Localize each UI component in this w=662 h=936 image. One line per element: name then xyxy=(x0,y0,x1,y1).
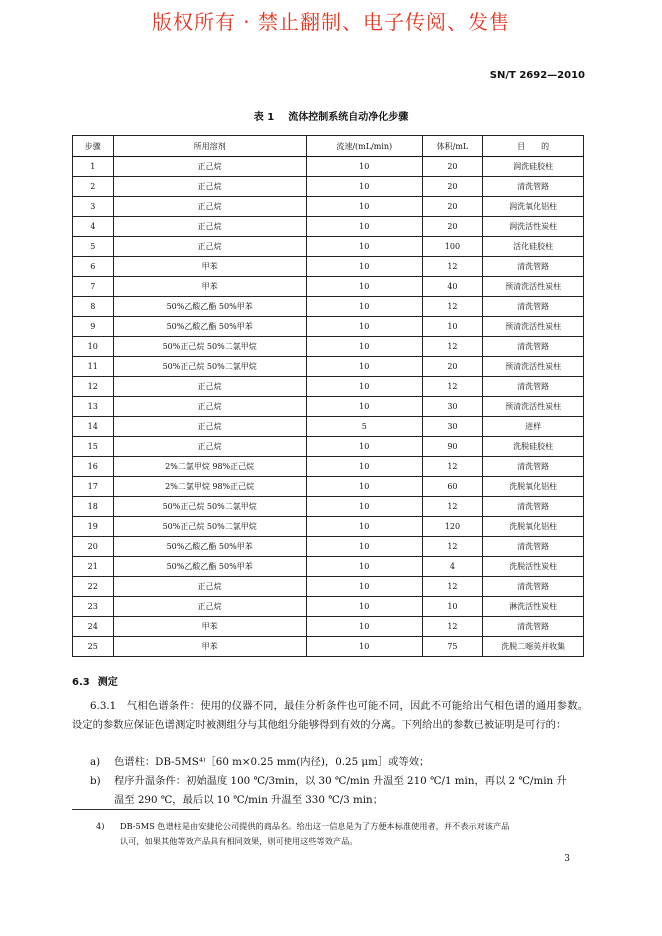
cell-step: 19 xyxy=(73,517,114,537)
cell-solvent: 50%正己烷 50%二氯甲烷 xyxy=(113,517,306,537)
item-a-label: a) xyxy=(90,756,101,768)
table-row xyxy=(73,217,584,237)
cell-flow: 10 xyxy=(306,497,422,517)
table-row xyxy=(73,157,584,177)
cell-step: 9 xyxy=(73,317,114,337)
cell-purpose: 清洗管路 xyxy=(483,457,584,477)
cell-step: 15 xyxy=(73,437,114,457)
cell-purpose: 淋洗活性炭柱 xyxy=(483,597,584,617)
cell-solvent: 正己烷 xyxy=(113,397,306,417)
item-b-label: b) xyxy=(90,775,101,787)
cell-flow: 10 xyxy=(306,157,422,177)
cell-step: 4 xyxy=(73,217,114,237)
cell-solvent: 甲苯 xyxy=(113,617,306,637)
cell-solvent: 甲苯 xyxy=(113,637,306,657)
header-volume: 体积/mL xyxy=(422,136,482,157)
cell-purpose: 清洗管路 xyxy=(483,177,584,197)
table-row xyxy=(73,337,584,357)
cell-volume: 12 xyxy=(422,257,482,277)
cell-step: 5 xyxy=(73,237,114,257)
table-row xyxy=(73,237,584,257)
cell-solvent: 50%乙酸乙酯 50%甲苯 xyxy=(113,297,306,317)
cell-step: 24 xyxy=(73,617,114,637)
cell-purpose: 洗脱二噁英并收集 xyxy=(483,637,584,657)
cell-solvent: 50%正己烷 50%二氯甲烷 xyxy=(113,497,306,517)
cell-purpose: 清洗管路 xyxy=(483,497,584,517)
table-row xyxy=(73,357,584,377)
cell-flow: 10 xyxy=(306,297,422,317)
cell-volume: 12 xyxy=(422,617,482,637)
cell-step: 14 xyxy=(73,417,114,437)
cell-solvent: 正己烷 xyxy=(113,417,306,437)
cell-purpose: 润洗硅胶柱 xyxy=(483,157,584,177)
cell-volume: 20 xyxy=(422,177,482,197)
cell-volume: 12 xyxy=(422,537,482,557)
cell-solvent: 50%乙酸乙酯 50%甲苯 xyxy=(113,317,306,337)
table-row xyxy=(73,537,584,557)
table-row xyxy=(73,257,584,277)
cell-volume: 30 xyxy=(422,417,482,437)
cell-purpose: 润洗氧化铝柱 xyxy=(483,197,584,217)
cell-volume: 120 xyxy=(422,517,482,537)
header-step: 步骤 xyxy=(73,136,114,157)
paragraph-6-3-1: 6.3.1 气相色谱条件：使用的仪器不同，最佳分析条件也可能不同，因此不可能给出气相色谱的通用参数。设定的参数应保证色谱测定时被测组分与其他组分能够得到有效的分离。下列给出的参数已被证明是可行的： xyxy=(72,700,588,731)
header-purpose: 目 的 xyxy=(483,136,584,157)
table-row xyxy=(73,377,584,397)
cell-step: 13 xyxy=(73,397,114,417)
cell-flow: 5 xyxy=(306,417,422,437)
cell-volume: 12 xyxy=(422,337,482,357)
cell-step: 20 xyxy=(73,537,114,557)
cell-purpose: 进样 xyxy=(483,417,584,437)
cell-purpose: 清洗管路 xyxy=(483,537,584,557)
cell-flow: 10 xyxy=(306,257,422,277)
cell-purpose: 清洗管路 xyxy=(483,377,584,397)
cell-volume: 4 xyxy=(422,557,482,577)
cell-solvent: 正己烷 xyxy=(113,437,306,457)
section-number: 6.3 xyxy=(72,677,90,688)
cell-flow: 10 xyxy=(306,197,422,217)
cell-volume: 60 xyxy=(422,477,482,497)
cell-purpose: 清洗管路 xyxy=(483,257,584,277)
cell-flow: 10 xyxy=(306,557,422,577)
cell-purpose: 预清洗活性炭柱 xyxy=(483,277,584,297)
table-title-text: 流体控制系统自动净化步骤 xyxy=(288,112,409,123)
cell-volume: 75 xyxy=(422,637,482,657)
cell-flow: 10 xyxy=(306,637,422,657)
cell-flow: 10 xyxy=(306,377,422,397)
cell-purpose: 预清洗活性炭柱 xyxy=(483,357,584,377)
cell-volume: 20 xyxy=(422,197,482,217)
cell-solvent: 甲苯 xyxy=(113,277,306,297)
cell-step: 18 xyxy=(73,497,114,517)
table-row xyxy=(73,457,584,477)
cell-solvent: 正己烷 xyxy=(113,177,306,197)
cell-flow: 10 xyxy=(306,477,422,497)
cell-flow: 10 xyxy=(306,437,422,457)
cell-solvent: 正己烷 xyxy=(113,237,306,257)
cell-flow: 10 xyxy=(306,317,422,337)
cell-step: 1 xyxy=(73,157,114,177)
footnote xyxy=(98,819,588,849)
cell-flow: 10 xyxy=(306,617,422,637)
cell-purpose: 清洗管路 xyxy=(483,617,584,637)
cell-volume: 10 xyxy=(422,597,482,617)
cell-flow: 10 xyxy=(306,457,422,477)
cell-purpose: 洗脱硅胶柱 xyxy=(483,437,584,457)
steps-table xyxy=(72,135,584,657)
table-row xyxy=(73,417,584,437)
cell-solvent: 正己烷 xyxy=(113,377,306,397)
cell-solvent: 50%乙酸乙酯 50%甲苯 xyxy=(113,537,306,557)
section-title: 测定 xyxy=(97,677,118,688)
cell-solvent: 正己烷 xyxy=(113,597,306,617)
item-b-continuation: 温至 290 ℃，最后以 10 ℃/min 升温至 330 ℃/3 min； xyxy=(114,794,383,806)
cell-flow: 10 xyxy=(306,357,422,377)
cell-purpose: 洗脱氧化铝柱 xyxy=(483,477,584,497)
cell-flow: 10 xyxy=(306,177,422,197)
cell-solvent: 2%二氯甲烷 98%正己烷 xyxy=(113,457,306,477)
table-row xyxy=(73,277,584,297)
cell-step: 17 xyxy=(73,477,114,497)
table-row xyxy=(73,197,584,217)
footnote-continuation: 认可，如果其他等效产品具有相同效果，则可使用这些等效产品。 xyxy=(120,836,358,846)
cell-step: 12 xyxy=(73,377,114,397)
cell-flow: 10 xyxy=(306,397,422,417)
cell-solvent: 正己烷 xyxy=(113,217,306,237)
cell-solvent: 正己烷 xyxy=(113,197,306,217)
cell-purpose: 润洗活性炭柱 xyxy=(483,217,584,237)
cell-volume: 90 xyxy=(422,437,482,457)
cell-volume: 20 xyxy=(422,217,482,237)
table-row xyxy=(73,557,584,577)
cell-volume: 12 xyxy=(422,577,482,597)
table-row xyxy=(73,597,584,617)
footnote-text: DB-5MS 色谱柱是由安捷伦公司提供的商品名。给出这一信息是为了方便本标准使用者，并不表示对该产品 xyxy=(120,821,510,831)
page-number: 3 xyxy=(564,854,570,864)
cell-flow: 10 xyxy=(306,517,422,537)
cell-step: 23 xyxy=(73,597,114,617)
item-a-text: 色谱柱：DB-5MS⁴⁾［60 m×0.25 mm(内径)，0.25 μm］或等效； xyxy=(114,756,430,768)
table-body xyxy=(73,157,584,657)
cell-purpose: 活化硅胶柱 xyxy=(483,237,584,257)
cell-volume: 30 xyxy=(422,397,482,417)
cell-purpose: 洗脱氧化铝柱 xyxy=(483,517,584,537)
cell-step: 16 xyxy=(73,457,114,477)
table-row xyxy=(73,437,584,457)
footnote-divider xyxy=(72,809,200,810)
cell-volume: 20 xyxy=(422,357,482,377)
cell-step: 8 xyxy=(73,297,114,317)
table-row xyxy=(73,637,584,657)
list-item-a xyxy=(90,753,588,772)
cell-solvent: 50%乙酸乙酯 50%甲苯 xyxy=(113,557,306,577)
cell-volume: 12 xyxy=(422,297,482,317)
cell-step: 11 xyxy=(73,357,114,377)
cell-step: 2 xyxy=(73,177,114,197)
cell-solvent: 甲苯 xyxy=(113,257,306,277)
table-row xyxy=(73,477,584,497)
cell-volume: 20 xyxy=(422,157,482,177)
cell-step: 25 xyxy=(73,637,114,657)
cell-volume: 40 xyxy=(422,277,482,297)
table-row xyxy=(73,177,584,197)
section-heading xyxy=(72,673,118,688)
cell-purpose: 清洗管路 xyxy=(483,297,584,317)
watermark: 版权所有 · 禁止翻制、电子传阅、发售 xyxy=(151,10,511,34)
cell-volume: 10 xyxy=(422,317,482,337)
cell-step: 10 xyxy=(73,337,114,357)
cell-solvent: 50%正己烷 50%二氯甲烷 xyxy=(113,337,306,357)
cell-volume: 100 xyxy=(422,237,482,257)
cell-volume: 12 xyxy=(422,497,482,517)
table-row xyxy=(73,297,584,317)
list-item-b xyxy=(90,772,588,791)
cell-step: 7 xyxy=(73,277,114,297)
cell-solvent: 正己烷 xyxy=(113,577,306,597)
cell-purpose: 洗脱活性炭柱 xyxy=(483,557,584,577)
cell-purpose: 清洗管路 xyxy=(483,577,584,597)
table-header-row xyxy=(73,136,584,157)
table-title xyxy=(0,108,662,123)
table-row xyxy=(73,397,584,417)
cell-step: 22 xyxy=(73,577,114,597)
cell-step: 6 xyxy=(73,257,114,277)
table-number: 表 1 xyxy=(253,112,275,123)
cell-solvent: 正己烷 xyxy=(113,157,306,177)
cell-flow: 10 xyxy=(306,217,422,237)
table-row xyxy=(73,497,584,517)
standard-code: SN/T 2692—2010 xyxy=(489,70,585,81)
cell-flow: 10 xyxy=(306,337,422,357)
cell-purpose: 清洗管路 xyxy=(483,337,584,357)
cell-purpose: 预清洗活性炭柱 xyxy=(483,317,584,337)
cell-step: 21 xyxy=(73,557,114,577)
cell-volume: 12 xyxy=(422,377,482,397)
cell-flow: 10 xyxy=(306,577,422,597)
table-row xyxy=(73,317,584,337)
cell-solvent: 50%正己烷 50%二氯甲烷 xyxy=(113,357,306,377)
cell-purpose: 预清洗活性炭柱 xyxy=(483,397,584,417)
cell-solvent: 2%二氯甲烷 98%正己烷 xyxy=(113,477,306,497)
table-row xyxy=(73,617,584,637)
cell-step: 3 xyxy=(73,197,114,217)
table-row xyxy=(73,517,584,537)
item-b-text: 程序升温条件：初始温度 100 ℃/3min，以 30 ℃/min 升温至 210 ℃/1 min，再以 2 ℃/min 升 xyxy=(114,775,567,787)
table-row xyxy=(73,577,584,597)
footnote-marker: 4) xyxy=(96,821,105,831)
cell-flow: 10 xyxy=(306,237,422,257)
header-solvent: 所用溶剂 xyxy=(113,136,306,157)
cell-flow: 10 xyxy=(306,597,422,617)
header-flow: 流速/(mL/min) xyxy=(306,136,422,157)
cell-flow: 10 xyxy=(306,277,422,297)
cell-flow: 10 xyxy=(306,537,422,557)
cell-volume: 12 xyxy=(422,457,482,477)
